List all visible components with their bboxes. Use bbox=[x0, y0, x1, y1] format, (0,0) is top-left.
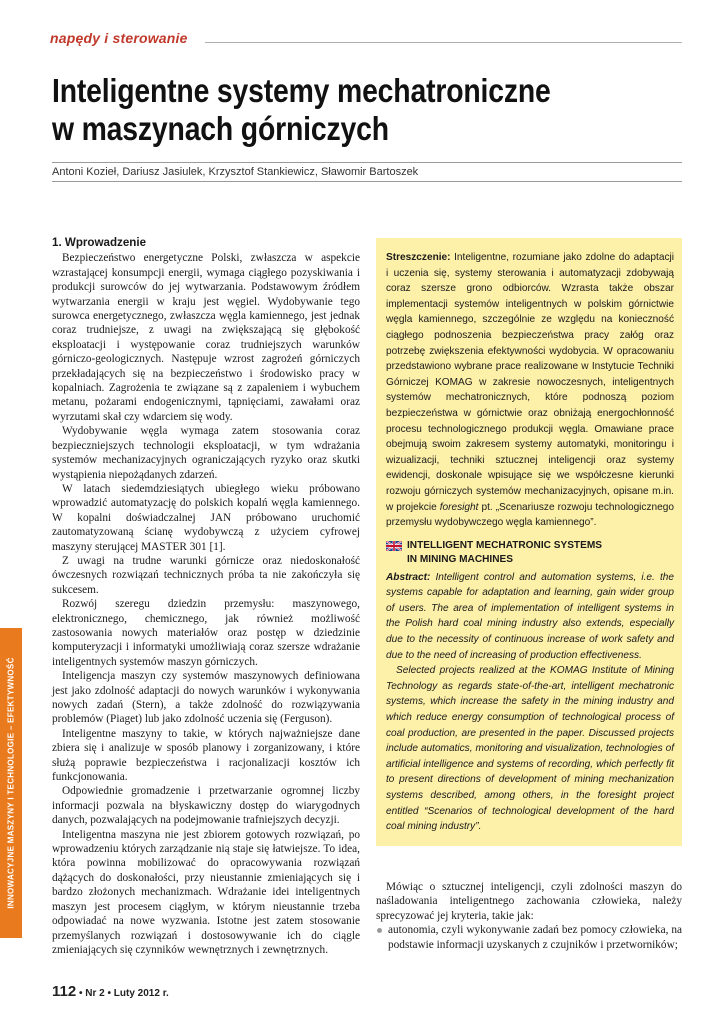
abstract-en-p2: Selected projects realized at the KOMAG Institute of Mining Technology as regards state-of-the-art, intelligent mechatronic systems, which increase the safety in the mining industry and which reduce energy consumption of technological process of coal production, are presented in the paper. Discussed projects include automatics, monitoring and visualization, technologies of artificial intelligence and systems of recording, which perfectly fit to present directions of development of mining mechanization systems described, among others, in the foresight project entitled “Scenarios of technological development of the hard coal mining industry”. bbox=[386, 665, 674, 833]
issue-number: Nr 2 bbox=[85, 988, 105, 999]
abstract-en-text: Intelligent control and automation systems, i.e. the systems capable for adaptation and learning, gain wider group of users. The area of implementation of intelligent systems in the Polish hard coal mining industry also extends, especially due to the necessity of continuous increase of work safety and due to the need of increasing of production effectiveness. bbox=[386, 571, 674, 661]
uk-flag-icon bbox=[386, 541, 402, 551]
body-paragraph: Rozwój szeregu dziedzin przemysłu: maszynowego, elektronicznego, chemicznego, jak również możliwość zastosowania nowych materiałów oraz postęp w dziedzinie komputeryzacji i informatyki umożliwiają coraz szersze wdrażanie inteligentnych systemów maszyn górniczych. bbox=[52, 598, 360, 668]
body-paragraph: W latach siedemdziesiątych ubiegłego wieku próbowano wprowadzić automatyzację do polskich kopalń węgla kamiennego. W kopalni doświadczalnej JAN próbowano uruchomić zautomatyzowaną ścianę wydobywczą z użyciem cyfrowej maszyny sterującej MASTER 301 [1]. bbox=[52, 482, 360, 553]
english-heading-line-2: IN MINING MACHINES bbox=[407, 553, 513, 565]
criteria-list bbox=[376, 923, 682, 952]
body-paragraph: Z uwagi na trudne warunki górnicze oraz niedoskonałość ówczesnych rozwiązań technicznych próba ta nie zakończyła się sukcesem. bbox=[52, 554, 360, 596]
body-paragraph: Inteligentna maszyna nie jest zbiorem gotowych rozwiązań, po wprowadzeniu których zarządzanie nią staje się łatwiejsze. To idea, która powinna mobilizować do opracowywania rozwiązań dążących do doskonałości, przy nieustannie zmieniających się i bardzo złożonych mechanizmach. Wdrażanie idei inteligentnych maszyn jest procesem ciągłym, w którym nieustannie trzeba odpowiadać na nowe wyzwania. Istotne jest zatem stosowanie przemyślanych rozwiązań i dostosowywanie ich do ciągle zmieniających się czynników wewnętrznych i zewnętrznych. bbox=[52, 828, 360, 956]
authors: Antoni Kozieł, Dariusz Jasiulek, Krzysztof Stankiewicz, Sławomir Bartoszek bbox=[52, 166, 419, 178]
english-heading bbox=[386, 539, 674, 567]
abstract-pl-label: Streszczenie: bbox=[386, 252, 451, 263]
section-tag: napędy i sterowanie bbox=[50, 30, 188, 46]
body-paragraph: Bezpieczeństwo energetyczne Polski, zwłaszcza w aspekcie wzrastającej konsumpcji energii, wymaga ciągłego pozyskiwania i produkcji surowców do jej wytwarzania. Podstawowym źródłem wytwarzania energii w kraju jest węgiel. Wydobywanie tego surowca energetycznego, zwłaszcza węgla kamiennego, jest jednak coraz trudniejsze, z uwagi na zwiększającą się głębokość eksploatacji i występowanie coraz trudniejszych warunków górniczo-geologicznych. Następuje wzrost zagrożeń górniczych przekładających się na bezpieczeństwo i środowisko pracy w kopalniach. Zagrożenia te związane są z zapaleniem i wybuchem metanu, pożarami endogenicznymi, tąpnięciami, zawałami oraz wyrzutami skał czy wdarciem się wody. bbox=[52, 252, 360, 423]
page-number: 112 bbox=[52, 983, 77, 1000]
body-paragraph: Inteligencja maszyn czy systemów maszynowych definiowana jest jako zdolność adaptacji do nowych warunków i wykonywania nowych zadań (Stern), a także zdolność do rozwiązywania problemów (Piaget) lub jako zdolność uczenia się (Ferguson). bbox=[52, 670, 360, 726]
authors-bottom-rule bbox=[52, 181, 682, 182]
abstract-en-label: Abstract: bbox=[386, 571, 431, 583]
article-title bbox=[52, 72, 602, 148]
footer-dot: • bbox=[107, 988, 114, 999]
body-paragraph: Odpowiednie gromadzenie i przetwarzanie ogromnej liczby informacji pozwala na błyskawiczny dostęp do wiarygodnych danych, pozwalających na podejmowanie trafniejszych decyzji. bbox=[52, 785, 360, 827]
list-item bbox=[376, 923, 682, 952]
body-right-column bbox=[376, 880, 682, 952]
abstract-content bbox=[386, 250, 674, 835]
bullet-icon bbox=[377, 928, 382, 933]
abstract-pl-tail: pt. „Scenariusze rozwoju technologicznego przemysłu wydobywczego węgla kamiennego”. bbox=[386, 501, 674, 529]
title-line-1: Inteligentne systemy mechatroniczne bbox=[52, 72, 551, 109]
footer-dot: • bbox=[78, 988, 86, 999]
title-line-2: w maszynach górniczych bbox=[52, 110, 389, 147]
english-heading-line-1: INTELLIGENT MECHATRONIC SYSTEMS bbox=[407, 539, 602, 551]
body-paragraph: Wydobywanie węgla wymaga zatem stosowania coraz bezpieczniejszych technologii eksploatacji, w tym wdrażania systemów mechanizacyjnych ograniczających ryzyko oraz skutki wystąpienia niepożądanych zdarzeń. bbox=[52, 425, 360, 481]
list-item-text: autonomia, czyli wykonywanie zadań bez pomocy człowieka, na podstawie informacji uzyskanych z czujników i przetworników; bbox=[388, 924, 682, 951]
abstract-pl-text: Inteligentne, rozumiane jako zdolne do adaptacji i uczenia się, systemy sterowania i automatyzacji zdobywają coraz szersze grono odbiorców. Wzrasta także obszar implementacji systemów inteligentnych w polskim górnictwie węgla kamiennego, szczególnie ze względu na konieczność ciągłego podnoszenia bezpieczeństwa pracy załóg oraz potrzebę zwiększenia efektywności wydobycia. W opracowaniu przedstawiono wybrane prace realizowane w Instytucie Techniki Górniczej KOMAG w zakresie nowoczesnych, inteligentnych systemów mechatronicznych, które podnoszą poziom bezpieczeństwa w górnictwie oraz obniżają energochłonność procesu technologicznego produkcji węgla. Omawiane prace obejmują swoim zakresem systemy automatyki, monitoringu i wizualizacji, techniki sztucznej inteligencji oraz systemy ewidencji, doskonale wpisujące się we współczesne kierunki rozwoju górniczych systemów mechanizacyjnych, opisane m.in. w projekcie bbox=[386, 252, 674, 513]
footer bbox=[52, 983, 169, 1000]
abstract-en-p1 bbox=[386, 570, 674, 664]
issue-date: Luty 2012 r. bbox=[113, 988, 169, 999]
abstract-en bbox=[386, 570, 674, 835]
body-left-column bbox=[52, 236, 360, 957]
header-rule bbox=[205, 42, 682, 43]
section-heading: 1. Wprowadzenie bbox=[52, 236, 147, 249]
abstract-pl bbox=[386, 250, 674, 531]
abstract-pl-italic: foresight bbox=[439, 501, 479, 513]
authors-top-rule bbox=[52, 162, 682, 163]
body-paragraph: Mówiąc o sztucznej inteligencji, czyli zdolności maszyn do naśladowania inteligentnego zachowania człowieka, należy sprecyzować jej kryteria, takie jak: bbox=[376, 881, 682, 922]
side-label: INNOWACYJNE MASZYNY I TECHNOLOGIE – EFEKTYWNOŚĆ bbox=[6, 657, 16, 909]
body-paragraph: Inteligentne maszyny to takie, w których najważniejsze dane zbiera się i analizuje w sposób planowy i zorganizowany, i które służą poprawie bezpieczeństwa i racjonalizacji kosztów ich funkcjonowania. bbox=[52, 727, 360, 784]
